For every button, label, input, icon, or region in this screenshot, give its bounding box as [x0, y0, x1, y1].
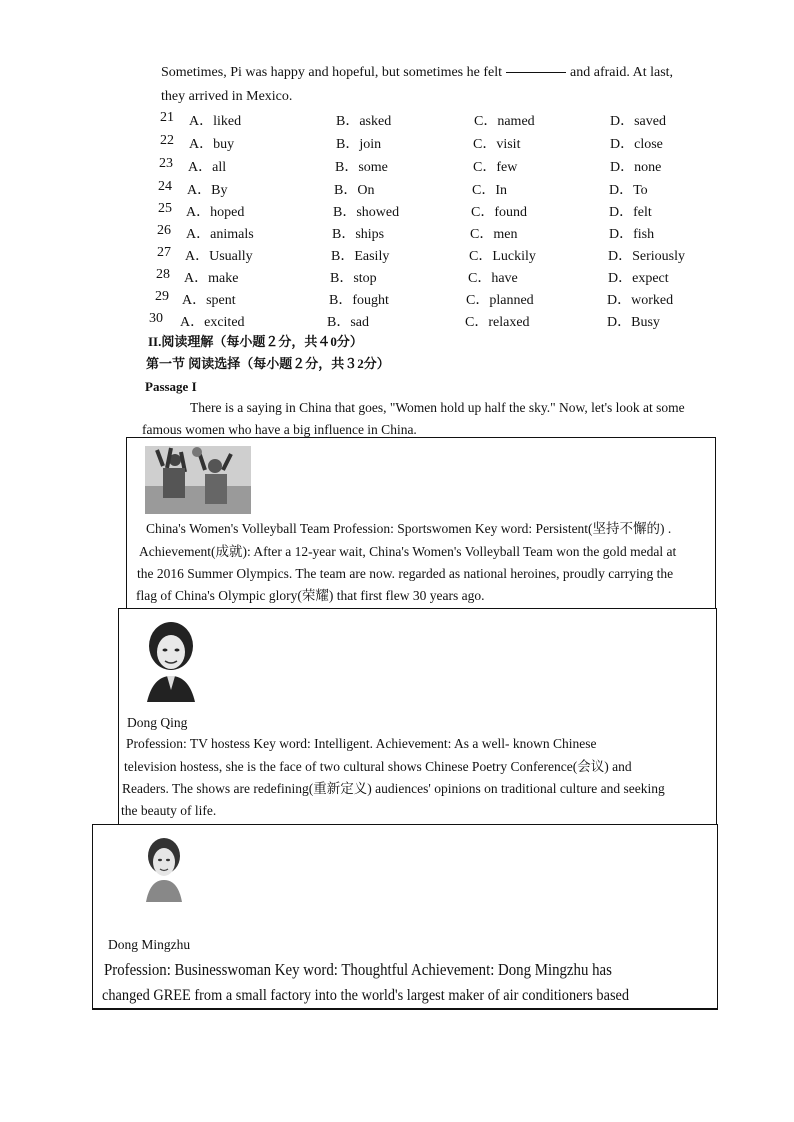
passage-intro-1: There is a saying in China that goes, "Women hold up half the sky." Now, let's look at some — [190, 400, 685, 415]
card-2-line: Readers. The shows are redefining(重新定义) audiences' opinions on traditional culture and seeking — [122, 781, 665, 796]
card-1-line: Achievement(成就): After a 12-year wait, China's Women's Volleyball Team won the gold medal at — [139, 544, 677, 559]
answer-blank — [506, 72, 566, 73]
option-d: D．felt — [609, 205, 652, 220]
question-row — [0, 110, 794, 132]
option-d: D．worked — [607, 293, 674, 308]
option-b: B．showed — [333, 205, 400, 220]
card-2-name: Dong Qing — [127, 715, 188, 730]
question-row — [0, 201, 794, 223]
card-1-line: China's Women's Volleyball Team Profession: Sportswomen Key word: Persistent(坚持不懈的) . — [146, 521, 672, 536]
dong-qing-photo — [141, 620, 201, 702]
card-3-line: Profession: Businesswoman Key word: Thoughtful Achievement: Dong Mingzhu has — [104, 960, 612, 979]
option-d: D．Seriously — [608, 249, 685, 264]
option-b: B．some — [335, 160, 388, 175]
passage-label: Passage I — [145, 379, 197, 394]
card-2-line: Profession: TV hostess Key word: Intelligent. Achievement: As a well- known Chinese — [126, 736, 597, 751]
question-number: 28 — [156, 267, 170, 282]
option-a: A．hoped — [186, 205, 245, 220]
card-3-name: Dong Mingzhu — [108, 937, 191, 952]
option-a: A．excited — [180, 315, 245, 330]
option-c: C．few — [473, 160, 518, 175]
card-1-line: the 2016 Summer Olympics. The team are now. regarded as national heroines, proudly carrying the — [137, 566, 674, 581]
option-a: A．By — [187, 183, 228, 198]
question-row — [0, 311, 794, 333]
portrait-icon — [142, 836, 186, 902]
question-number: 30 — [149, 311, 163, 326]
option-b: B．join — [336, 137, 382, 152]
option-b: B．sad — [327, 315, 369, 330]
option-c: C．relaxed — [465, 315, 530, 330]
question-number: 25 — [158, 201, 172, 216]
question-number: 24 — [158, 179, 172, 194]
question-number: 27 — [157, 245, 171, 260]
option-d: D．none — [610, 160, 662, 175]
intro-line-2: they arrived in Mexico. — [161, 89, 293, 104]
option-a: A．all — [188, 160, 227, 175]
option-d: D．To — [609, 183, 648, 198]
option-b: B．asked — [336, 114, 392, 129]
question-number: 22 — [160, 133, 174, 148]
option-b: B．On — [334, 183, 375, 198]
volleyball-image-icon — [145, 446, 251, 514]
dong-mingzhu-photo — [142, 836, 186, 902]
question-row — [0, 289, 794, 311]
option-c: C．found — [471, 205, 527, 220]
card-3-line: changed GREE from a small factory into the world's largest maker of air conditioners based — [102, 987, 630, 1004]
card-2-line: television hostess, she is the face of two cultural shows Chinese Poetry Conference(会议) and — [124, 759, 632, 774]
card-2-line: the beauty of life. — [121, 803, 217, 818]
option-c: C．men — [470, 227, 518, 242]
option-d: D．expect — [608, 271, 669, 286]
option-d: D．fish — [609, 227, 655, 242]
option-c: C．visit — [473, 137, 521, 152]
option-c: C．planned — [466, 293, 534, 308]
option-b: B．fought — [329, 293, 389, 308]
option-c: C．Luckily — [469, 249, 536, 264]
question-number: 23 — [159, 156, 173, 171]
option-d: D．Busy — [607, 315, 660, 330]
option-a: A．liked — [189, 114, 242, 129]
intro-line-1 — [161, 64, 673, 82]
question-row — [0, 156, 794, 178]
option-a: A．buy — [189, 137, 235, 152]
intro-text-after: and afraid. At last, — [570, 65, 674, 80]
question-number: 21 — [160, 110, 174, 125]
option-c: C．named — [474, 114, 535, 129]
part-heading: 第一节 阅读选择（每小题２分，共３2分） — [146, 356, 390, 371]
option-b: B．stop — [330, 271, 377, 286]
option-d: D．close — [610, 137, 663, 152]
intro-text-before: Sometimes, Pi was happy and hopeful, but sometimes he felt — [161, 65, 503, 80]
question-row — [0, 179, 794, 201]
option-c: C．have — [468, 271, 518, 286]
option-b: B．ships — [332, 227, 385, 242]
option-a: A．make — [184, 271, 239, 286]
question-row — [0, 245, 794, 267]
portrait-icon — [141, 620, 201, 702]
passage-intro-2: famous women who have a big influence in China. — [142, 422, 417, 437]
option-c: C．In — [472, 183, 507, 198]
volleyball-photo — [145, 446, 251, 514]
question-number: 26 — [157, 223, 171, 238]
option-d: D．saved — [610, 114, 666, 129]
question-row — [0, 267, 794, 289]
option-b: B．Easily — [331, 249, 390, 264]
option-a: A．spent — [182, 293, 236, 308]
question-row — [0, 223, 794, 245]
card-1-line: flag of China's Olympic glory(荣耀) that first flew 30 years ago. — [136, 588, 485, 603]
option-a: A．animals — [186, 227, 254, 242]
section-heading: II.阅读理解（每小题２分，共４0分） — [148, 334, 363, 349]
option-a: A．Usually — [185, 249, 253, 264]
question-row — [0, 133, 794, 155]
question-number: 29 — [155, 289, 169, 304]
